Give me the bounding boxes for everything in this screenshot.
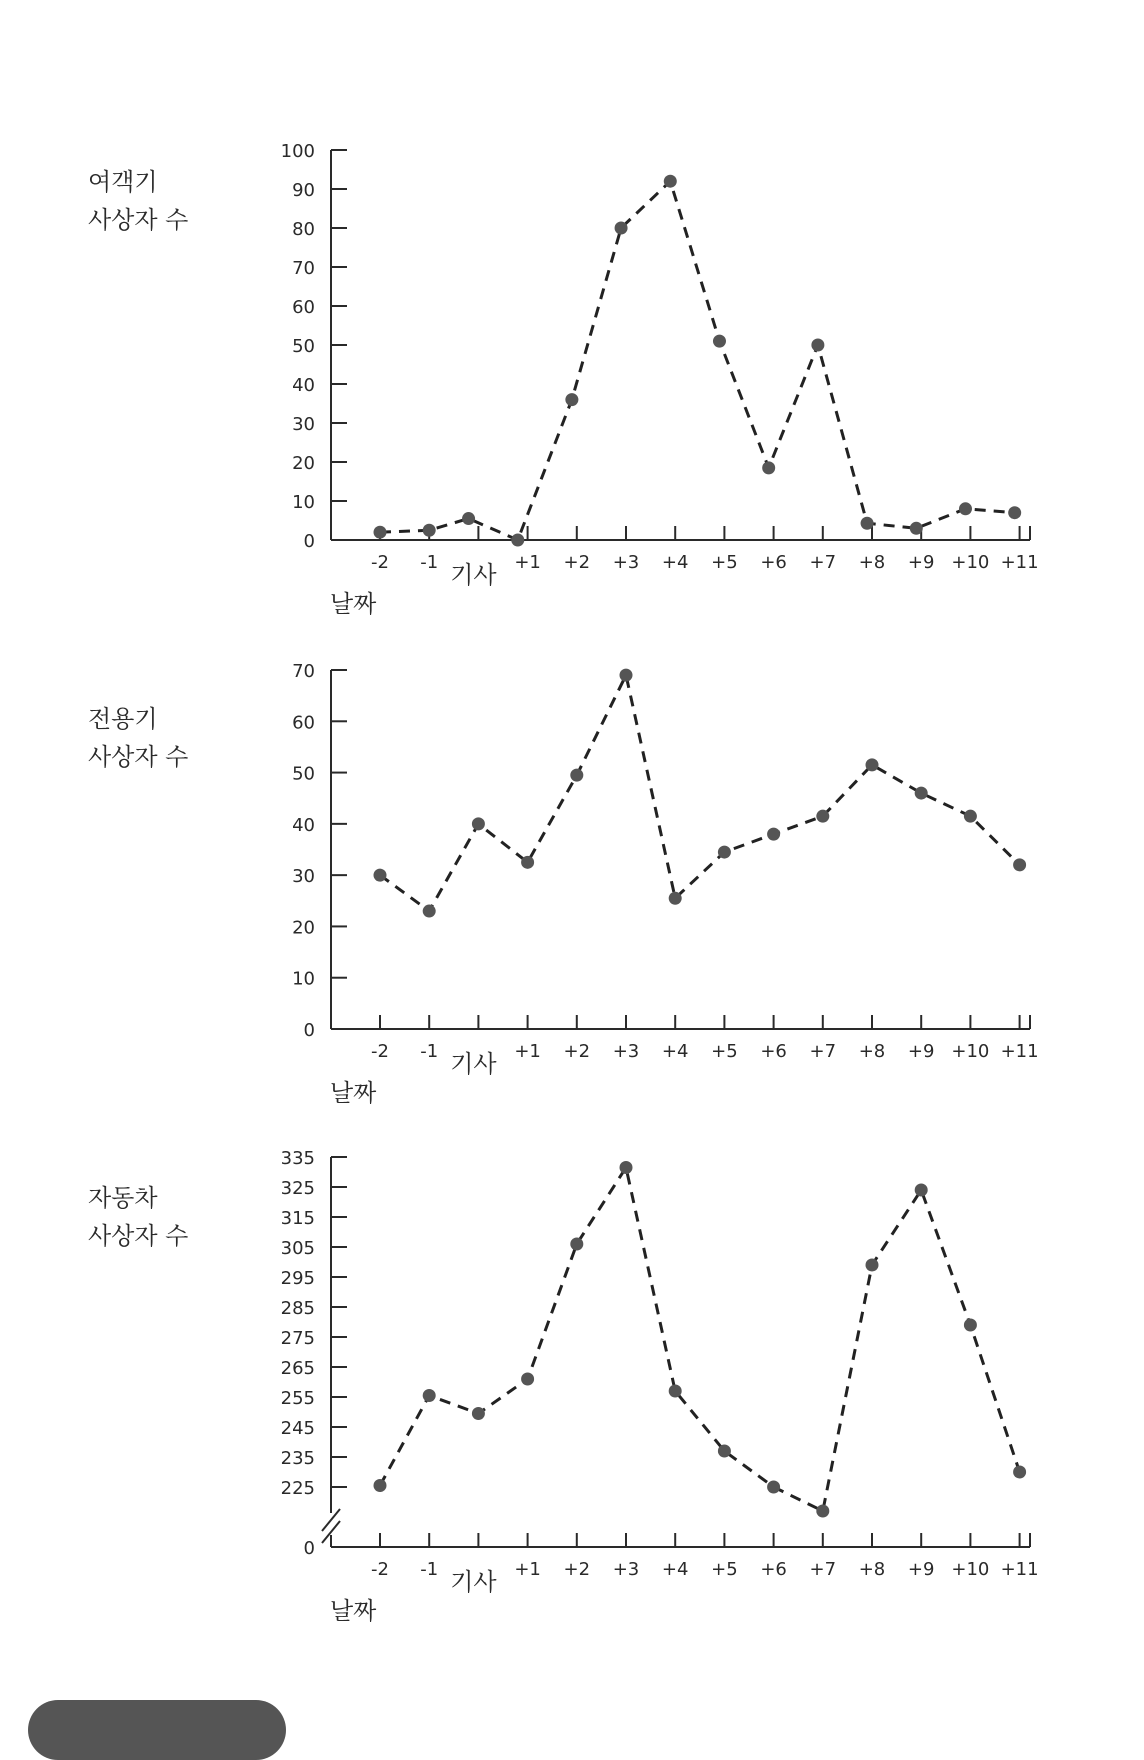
data-point [669, 892, 682, 905]
y-tick-label: 245 [280, 1418, 315, 1439]
x-tick-label: +8 [858, 1559, 886, 1580]
x-tick-label: +5 [711, 552, 738, 573]
y-tick-label: 335 [280, 1148, 315, 1169]
y-tick-label: 10 [292, 968, 315, 990]
y-tick-label: 50 [292, 336, 315, 357]
y-axis-label: 사상자 수 [88, 206, 189, 234]
y-tick-label: 30 [292, 414, 315, 435]
data-point [866, 758, 879, 771]
y-tick-label: 0 [303, 1538, 315, 1559]
data-point [472, 817, 485, 830]
y-axis-label: 사상자 수 [88, 1222, 189, 1250]
data-point [915, 1184, 928, 1197]
data-point [462, 512, 475, 525]
data-point [374, 526, 387, 539]
data-point [1013, 858, 1026, 871]
x-tick-label: +4 [661, 1559, 689, 1580]
x-tick-label: +1 [514, 552, 541, 573]
y-tick-label: 0 [303, 531, 315, 552]
data-point [521, 1373, 534, 1386]
x-tick-label: +11 [1000, 552, 1039, 573]
x-tick-label: +9 [907, 552, 935, 573]
data-point [374, 869, 387, 882]
y-tick-label: 225 [280, 1478, 315, 1499]
data-point [1008, 506, 1021, 519]
x-tick-label: +9 [907, 1559, 935, 1580]
x-tick-label: +10 [951, 552, 990, 573]
x-tick-label: +3 [612, 1041, 640, 1062]
x-tick-label: +8 [858, 1041, 886, 1062]
passenger-plane-chart [88, 141, 1039, 618]
data-point [664, 175, 677, 188]
y-tick-label: 20 [292, 453, 315, 474]
x-tick-label: +4 [661, 552, 689, 573]
y-axis-label: 전용기 [88, 705, 158, 733]
data-point [565, 393, 578, 406]
x-tick-label: +7 [809, 552, 837, 573]
y-tick-label: 100 [280, 141, 315, 162]
x-tick-label: +2 [563, 552, 591, 573]
x-tick-label: +3 [612, 1559, 640, 1580]
data-point [570, 769, 583, 782]
x-tick-label: +11 [1000, 1559, 1039, 1580]
x-tick-label: +6 [760, 1559, 787, 1580]
y-tick-label: 70 [292, 258, 315, 279]
x-tick-label: +2 [563, 1041, 591, 1062]
x-axis-label: 날짜 [330, 1079, 377, 1107]
data-point [423, 1389, 436, 1402]
data-point [811, 339, 824, 352]
y-tick-label: 325 [280, 1178, 315, 1199]
y-tick-label: 275 [280, 1328, 315, 1349]
y-tick-label: 235 [280, 1448, 315, 1469]
y-tick-label: 80 [292, 219, 315, 240]
y-axis-label: 사상자 수 [88, 743, 189, 771]
y-tick-label: 305 [280, 1238, 315, 1259]
x-tick-label: -2 [371, 1559, 389, 1580]
data-point [861, 517, 874, 530]
y-tick-label: 70 [292, 661, 315, 682]
x-tick-label: -2 [371, 552, 389, 573]
series-line [380, 1168, 1020, 1512]
data-point [423, 524, 436, 537]
y-tick-label: 60 [292, 712, 315, 734]
x-tick-label: +8 [858, 552, 886, 573]
x-tick-label-article: 기사 [450, 561, 497, 589]
data-point [669, 1385, 682, 1398]
data-point [718, 846, 731, 859]
data-point [762, 461, 775, 474]
y-tick-label: 10 [292, 492, 315, 513]
x-tick-label: +4 [661, 1041, 689, 1062]
y-tick-label: 40 [292, 375, 315, 396]
data-point [910, 522, 923, 535]
x-tick-label: +6 [760, 552, 787, 573]
data-point [423, 905, 436, 918]
data-point [964, 1319, 977, 1332]
automobile-chart [88, 1148, 1039, 1625]
data-point [718, 1445, 731, 1458]
data-point [767, 828, 780, 841]
y-tick-label: 295 [280, 1268, 315, 1289]
x-tick-label: -1 [420, 552, 439, 573]
x-tick-label: +10 [951, 1041, 990, 1062]
y-tick-label: 265 [280, 1358, 315, 1379]
y-tick-label: 255 [280, 1388, 315, 1409]
x-tick-label: -1 [420, 1041, 439, 1062]
x-tick-label: +5 [711, 1559, 738, 1580]
data-point [615, 222, 628, 235]
y-tick-label: 0 [303, 1020, 315, 1041]
data-point [713, 335, 726, 348]
data-point [521, 856, 534, 869]
data-point [570, 1238, 583, 1251]
data-point [374, 1479, 387, 1492]
x-tick-label: +9 [907, 1041, 935, 1062]
bottom-pill [28, 1700, 286, 1760]
data-point [472, 1407, 485, 1420]
data-point [816, 810, 829, 823]
x-tick-label: +1 [514, 1041, 541, 1062]
x-tick-label: +3 [612, 552, 640, 573]
y-axis-label: 자동차 [88, 1184, 158, 1212]
x-tick-label-article: 기사 [450, 1050, 497, 1078]
x-tick-label: +1 [514, 1559, 541, 1580]
x-tick-label: -1 [420, 1559, 439, 1580]
y-tick-label: 90 [292, 180, 315, 201]
private-plane-chart [88, 661, 1039, 1107]
x-tick-label: -2 [371, 1041, 389, 1062]
x-axis-label: 날짜 [330, 1597, 377, 1625]
x-tick-label-article: 기사 [450, 1568, 497, 1596]
y-tick-label: 20 [292, 917, 315, 939]
x-axis-label: 날짜 [330, 590, 377, 618]
data-point [620, 1161, 633, 1174]
y-tick-label: 315 [280, 1208, 315, 1229]
x-tick-label: +7 [809, 1559, 837, 1580]
y-tick-label: 30 [292, 866, 315, 888]
x-tick-label: +2 [563, 1559, 591, 1580]
data-point [915, 787, 928, 800]
data-point [959, 502, 972, 515]
data-point [620, 669, 633, 682]
data-point [511, 534, 524, 547]
y-axis-label: 여객기 [88, 168, 158, 196]
data-point [767, 1481, 780, 1494]
y-tick-label: 285 [280, 1298, 315, 1319]
x-tick-label: +5 [711, 1041, 738, 1062]
x-tick-label: +11 [1000, 1041, 1039, 1062]
x-tick-label: +6 [760, 1041, 787, 1062]
y-tick-label: 50 [292, 763, 315, 785]
data-point [1013, 1466, 1026, 1479]
series-line [380, 181, 1015, 540]
data-point [816, 1505, 829, 1518]
data-point [866, 1259, 879, 1272]
x-tick-label: +10 [951, 1559, 990, 1580]
data-point [964, 810, 977, 823]
x-tick-label: +7 [809, 1041, 837, 1062]
y-tick-label: 40 [292, 814, 315, 836]
y-tick-label: 60 [292, 297, 315, 318]
